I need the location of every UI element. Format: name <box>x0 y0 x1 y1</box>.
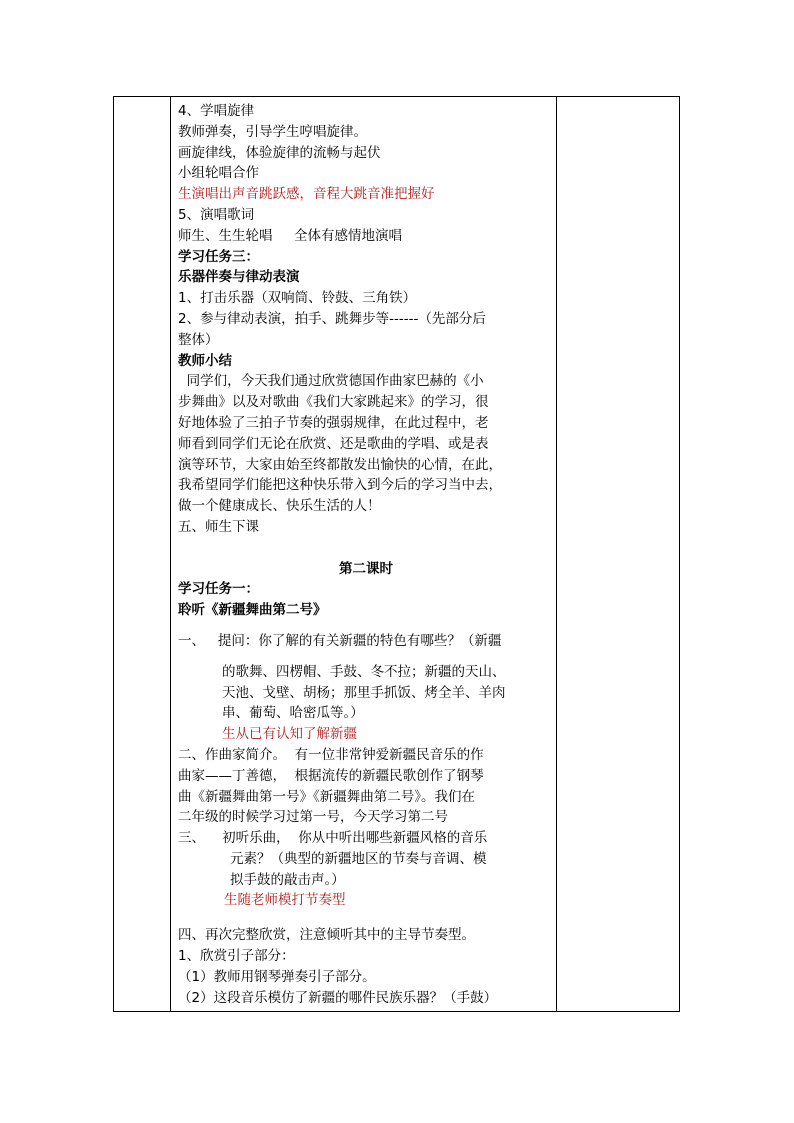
task-title: 乐器伴奏与律动表演 <box>178 269 300 286</box>
text-line: 小组轮唱合作 <box>178 165 259 182</box>
summary-paragraph-line: 做一个健康成长、快乐生活的人！ <box>178 498 381 515</box>
text-line: 二年级的时候学习过第一号，今天学习第二号 <box>178 809 448 826</box>
text-line: 教师弹奏，引导学生哼唱旋律。 <box>178 123 367 140</box>
student-activity-note: 生随老师模打节奏型 <box>224 892 346 909</box>
summary-paragraph-line: 演等环节，大家由始至终都散发出愉快的心情，在此， <box>178 456 502 473</box>
task-heading: 学习任务一： <box>178 581 259 598</box>
text-line: 四、再次完整欣赏，注意倾听其中的主导节奏型。 <box>178 927 475 944</box>
lesson-plan-table <box>113 96 680 1012</box>
text-line: 天池、戈壁、胡杨；那里手抓饭、烤全羊、羊肉 <box>222 684 506 701</box>
summary-paragraph-line: 师看到同学们无论在欣赏、还是歌曲的学唱、或是表 <box>178 435 489 452</box>
lesson-period-heading: 第二课时 <box>339 560 393 577</box>
column-divider-right <box>556 97 557 1011</box>
lesson-content-cell <box>178 101 554 1008</box>
text-line: 一、 提问：你了解的有关新疆的特色有哪些？（新疆 <box>178 632 502 649</box>
task-title: 聆听《新疆舞曲第二号》 <box>178 602 327 619</box>
text-line: （2）这段音乐模仿了新疆的哪件民族乐器？（手鼓） <box>178 989 498 1006</box>
student-activity-note: 生演唱出声音跳跃感，音程大跳音准把握好 <box>178 186 435 203</box>
text-line: 三、 初听乐曲， 你从中听出哪些新疆风格的音乐 <box>178 830 488 847</box>
summary-heading: 教师小结 <box>178 352 232 369</box>
text-line: 1、打击乐器（双响筒、铃鼓、三角铁） <box>178 290 417 307</box>
task-heading: 学习任务三： <box>178 248 259 265</box>
text-line: 2、参与律动表演，拍手、跳舞步等------（先部分后 <box>178 310 486 327</box>
text-line: 4、学唱旋律 <box>178 103 255 119</box>
student-activity-note: 生从已有认知了解新疆 <box>222 726 357 743</box>
text-line: 二、作曲家简介。 有一位非常钟爱新疆民音乐的作 <box>178 746 484 763</box>
summary-paragraph-line: 好地体验了三拍子节奏的强弱规律，在此过程中，老 <box>178 414 489 431</box>
summary-paragraph-line: 同学们，今天我们通过欣赏德国作曲家巴赫的《小 <box>178 373 484 390</box>
text-line: 5、演唱歌词 <box>178 206 255 223</box>
summary-paragraph-line: 步舞曲》以及对歌曲《我们大家跳起来》的学习，很 <box>178 394 489 411</box>
text-line: 串、葡萄、哈密瓜等。） <box>222 705 364 722</box>
text-line: 五、师生下课 <box>178 518 259 535</box>
text-line: 画旋律线，体验旋律的流畅与起伏 <box>178 144 381 161</box>
text-line: 1、欣赏引子部分： <box>178 948 295 965</box>
text-line: 元素？（典型的新疆地区的节奏与音调、模 <box>230 850 487 867</box>
text-line: 拟手鼓的敲击声。） <box>230 871 345 888</box>
text-line: 曲家——丁善德， 根据流传的新疆民歌创作了钢琴 <box>178 767 484 784</box>
column-divider-left <box>170 97 171 1011</box>
text-line: 的歌舞、四楞帽、手鼓、冬不拉；新疆的天山、 <box>222 663 506 680</box>
text-line: 曲《新疆舞曲第一号》《新疆舞曲第二号》。我们在 <box>178 788 475 805</box>
text-line: 整体） <box>178 331 219 348</box>
text-line: 师生、生生轮唱 全体有感情地演唱 <box>178 227 402 244</box>
text-line: （1）教师用钢琴弹奏引子部分。 <box>178 968 376 985</box>
summary-paragraph-line: 我希望同学们能把这种快乐带入到今后的学习当中去， <box>178 477 502 494</box>
